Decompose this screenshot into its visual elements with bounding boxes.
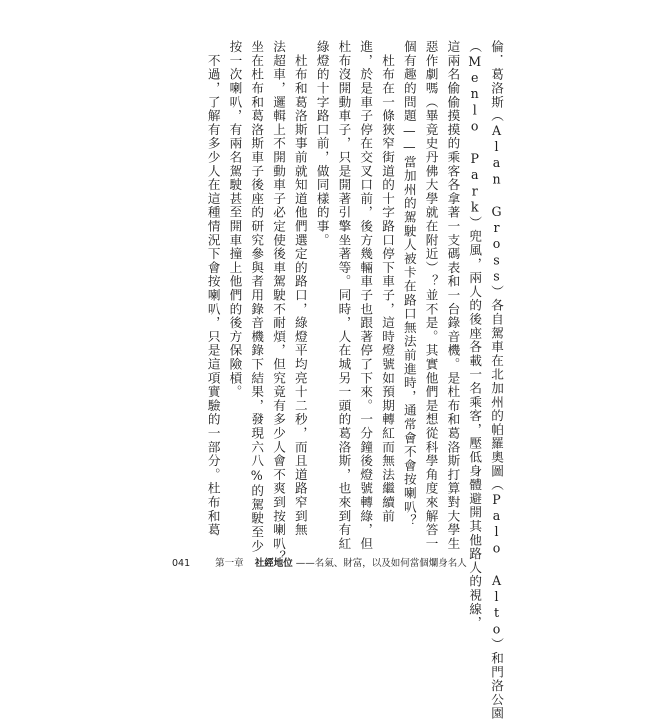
text-line: 這兩名偷偷摸摸的乘客各拿著一支碼表和一台錄音機。是杜布和葛洛斯打算對大學生 (445, 40, 461, 551)
text-line: 杜布和葛洛斯事前就知道他們選定的路口，綠燈平均亮十二秒，而且道路窄到無 (292, 40, 308, 537)
chapter-title: 社經地位 (254, 558, 293, 569)
text-line: 倫．葛洛斯（Alan Gross）各自駕車在北加州的帕羅奧圖（Palo Alto）和門洛公園 (489, 40, 504, 720)
text-line: 惡作劇嗎（畢竟史丹佛大學就在附近）？並不是。其實他們是想從科學角度來解答一 (423, 40, 439, 551)
text-line: （Menlo Park）兜風，兩人的後座各載一名乘客，壓低身體避開其他路人的視線， (467, 40, 483, 630)
text-line: 不過，了解有多少人在這種情況下會按喇叭，只是這項實驗的一部分。杜布和葛 (205, 40, 221, 537)
text-line: 按一次喇叭，有兩名駕駛甚至開車撞上他們的後方保險槓。 (227, 40, 243, 399)
text-line: 綠燈的十字路口前，做同樣的事。 (314, 40, 330, 247)
text-line: 杜布在一條狹窄街道的十字路口停下車子，這時燈號如預期轉紅而無法繼續前 (380, 40, 396, 523)
text-line: 法超車，邏輯上不開動車子必定使後車駕駛不耐煩，但究竟有多少人會不爽到按喇叭？ (271, 40, 287, 565)
chapter-label: 第一章 (215, 558, 244, 569)
text-line: 坐在杜布和葛洛斯車子後座的研究參與者用錄音機錄下結果，發現六八%的駕駛至少 (249, 40, 265, 553)
text-line: 個有趣的問題——當加州的駕駛人被卡在路口無法前進時，通常會不會按喇叭？ (401, 40, 417, 528)
text-line: 杜布沒開動車子，只是開著引擎坐著等。同時，人在城另一頭的葛洛斯，也來到有紅 (336, 40, 352, 551)
page-number: 041 (172, 558, 191, 569)
page-footer (172, 555, 467, 569)
chapter-subtitle: ——名氣、財富，以及如何當個爛身名人 (295, 558, 467, 569)
text-line: 進，於是車子停在交叉口前，後方幾輛車子也跟著停了下來。一分鐘後燈號轉綠，但 (358, 40, 374, 551)
